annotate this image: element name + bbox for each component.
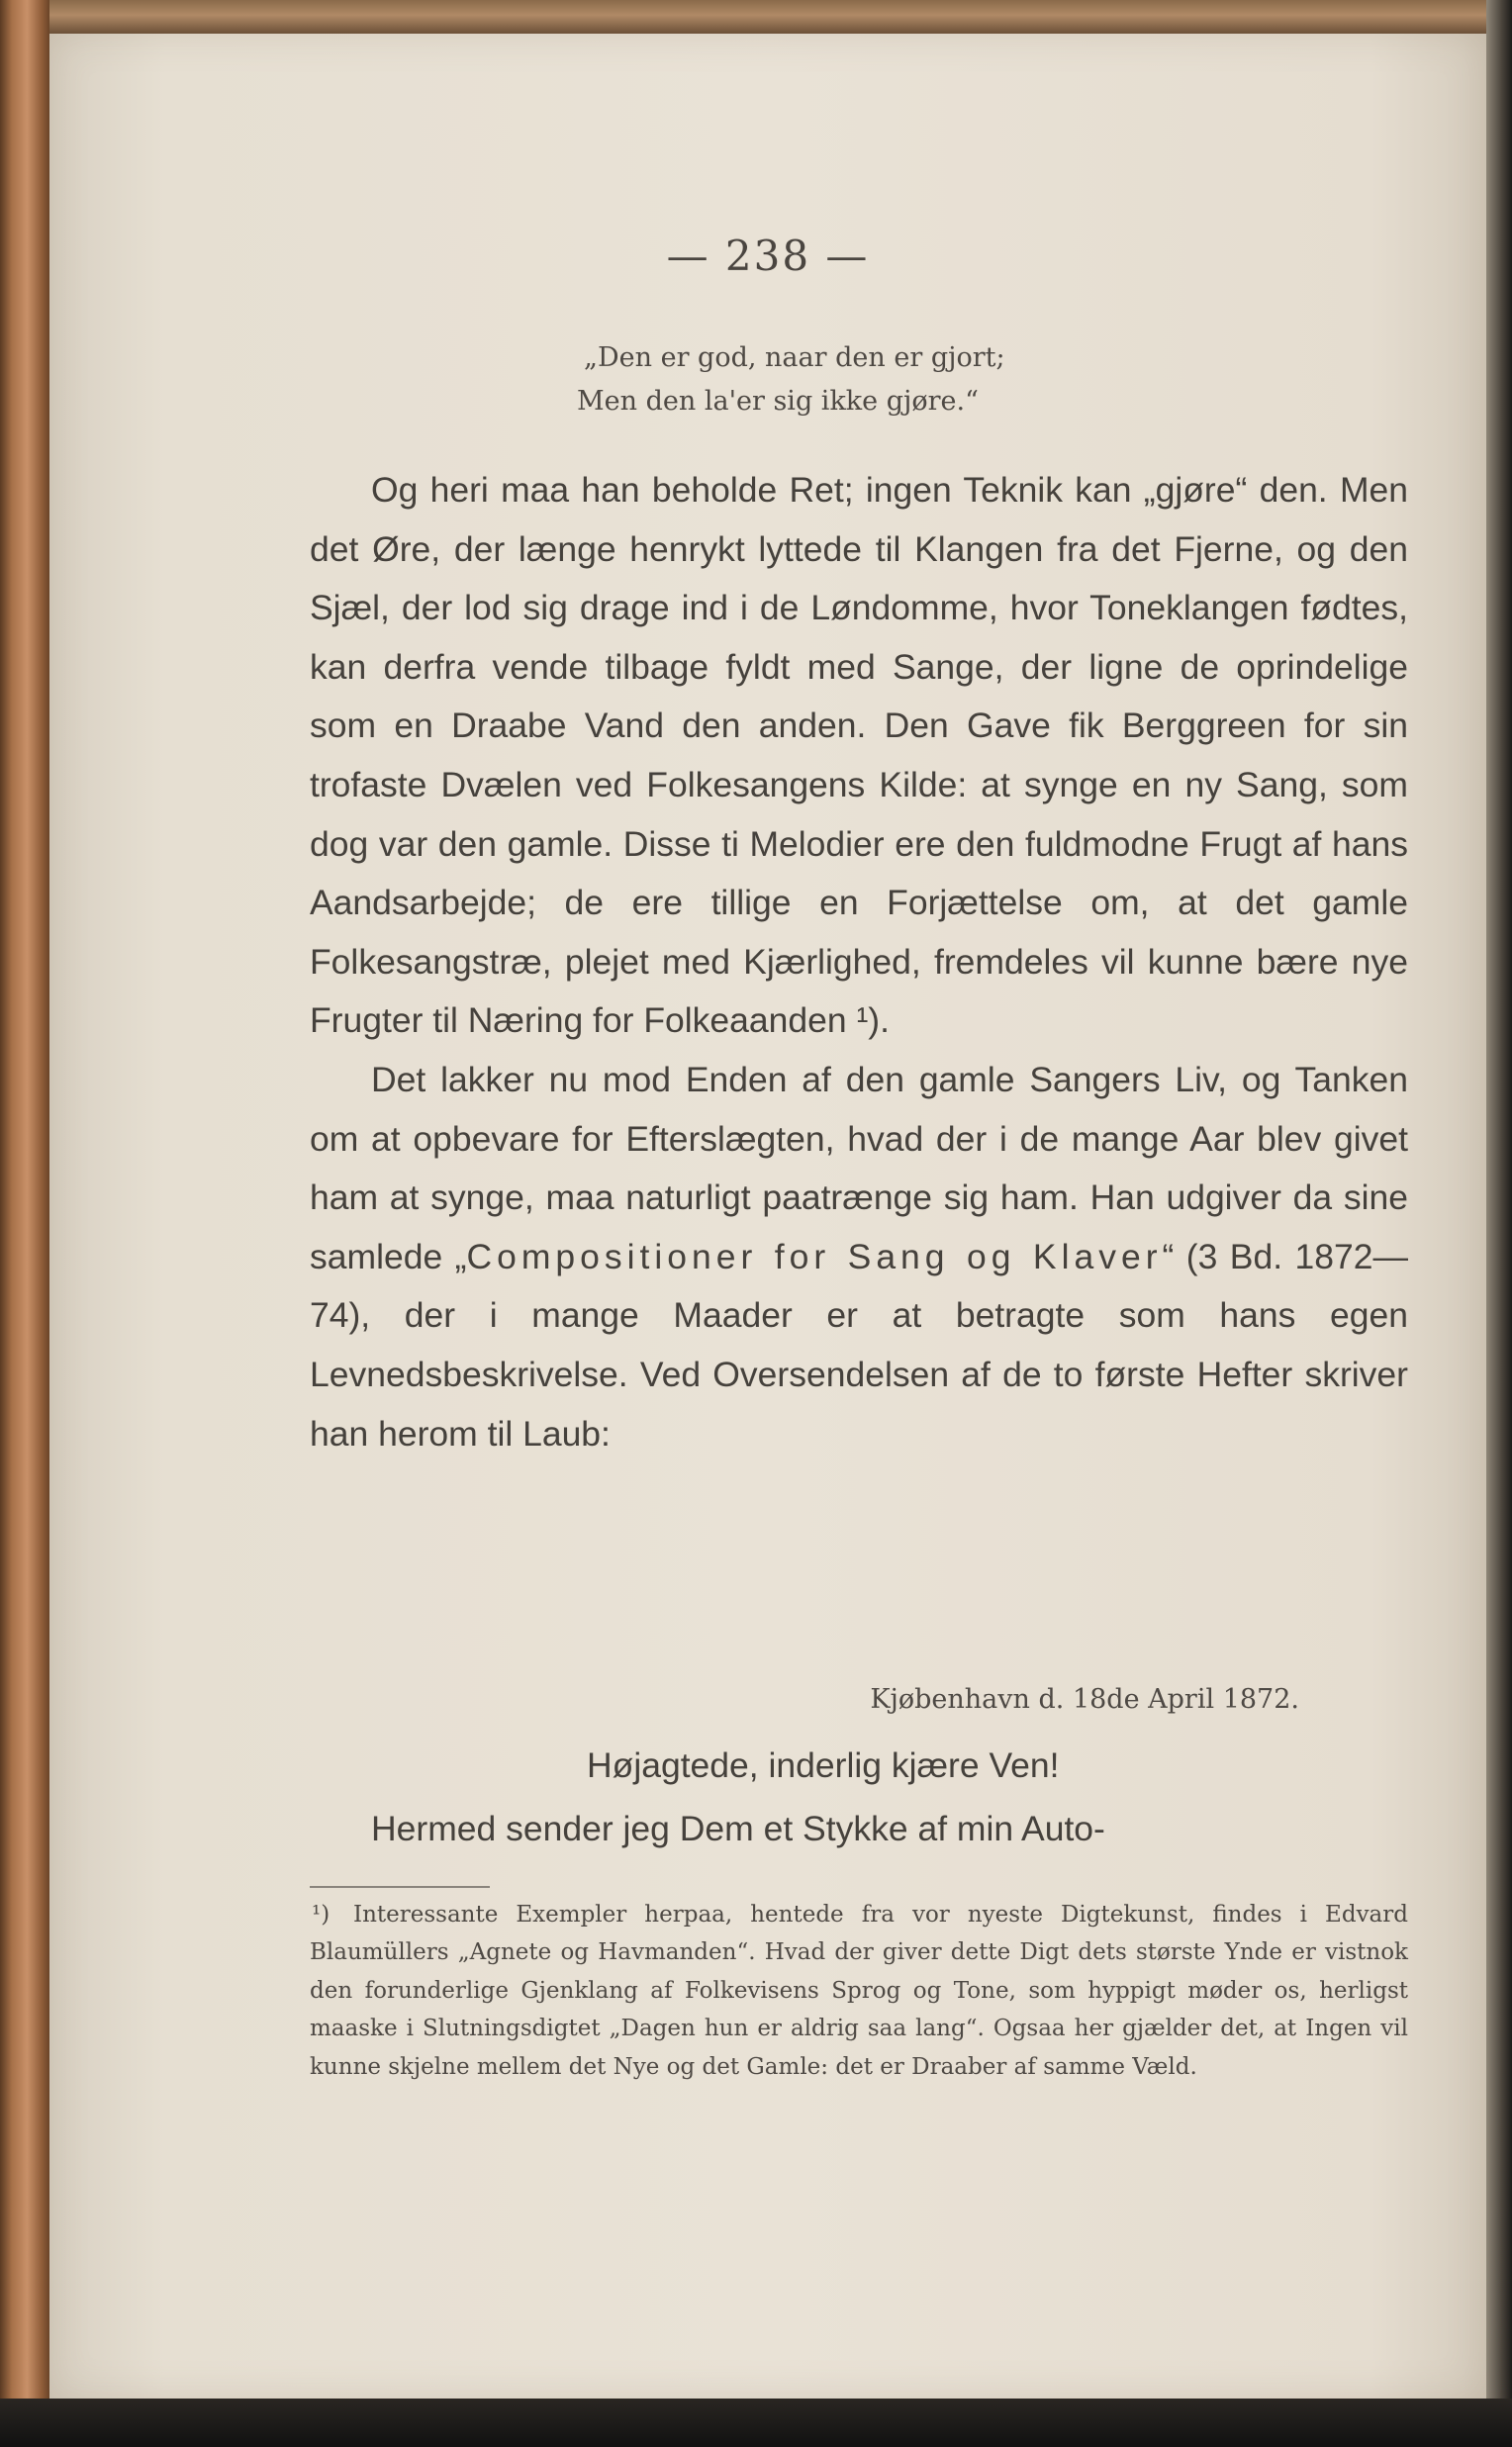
- book-top-edge: [0, 0, 1512, 34]
- book-spine-edge: [0, 0, 49, 2447]
- work-title-spaced: Compositioner for Sang og Klaver: [466, 1236, 1163, 1276]
- poem-line: Men den la'er sig ikke gjøre.“: [577, 386, 979, 417]
- footnote: [310, 1896, 1408, 2086]
- book-right-edge: [1486, 0, 1512, 2447]
- body-text: [310, 461, 1408, 1463]
- footnote-divider: [310, 1886, 490, 1888]
- letter-greeting: Højagtede, inderlig kjære Ven!: [587, 1745, 1060, 1785]
- poem-line: „Den er god, naar den er gjort;: [584, 342, 1005, 373]
- paragraph-1: Og heri maa han beholde Ret; ingen Teknik kan „gjøre“ den. Men det Øre, der længe henrykt lyttede til Klangen fra det Fjerne, og den Sjæl, der lod sig drage ind i de Løndomme, hvor Toneklangen fødtes, kan derfra vende tilbage fyldt med Sange, der ligne de oprindelige som en Draabe Vand den anden. Den Gave fik Berggreen for sin trofaste Dvælen ved Folkesangens Kilde: at synge en ny Sang, som dog var den gamle. Disse ti Melodier ere den fuldmodne Frugt af hans Aandsarbejde; de ere tillige en Forjættelse om, at det gamle Folkesangstræ, plejet med Kjærlighed, fremdeles vil kunne bære nye Frugter til Næring for Folkeaanden ¹).: [310, 470, 1408, 1041]
- book-bottom-edge: [0, 2399, 1512, 2447]
- page-paper: [49, 34, 1486, 2399]
- paragraph-2-start: Det lakker nu mod Enden af den gamle Sangers Liv, og Tanken om at opbevare for Efterslægten, hvad der i de mange Aar blev givet ham at synge, maa naturligt paatrænge sig ham. Han udgiver da sine samlede „: [310, 1059, 1408, 1276]
- page-number: — 238 —: [666, 232, 870, 280]
- poem-quote: [49, 336, 1486, 424]
- paragraph-2: [310, 1051, 1408, 1463]
- paragraph-2-end: “ (3 Bd. 1872—74), der i mange Maader er at betragte som hans egen Levnedsbeskrivelse. Ved Oversendelsen af de to første Hefter skriver han herom til Laub:: [310, 1236, 1409, 1454]
- letter-excerpt: [310, 1734, 1408, 1860]
- letter-dateline: Kjøbenhavn d. 18de April 1872.: [870, 1684, 1299, 1715]
- footnote-text: Interessante Exempler herpaa, hentede fra vor nyeste Digtekunst, findes i Edvard Blaumüllers „Agnete og Havmanden“. Hvad der giver dette Digt dets største Ynde er vistnok den forunderlige Gjenklang af Folkevisens Sprog og Tone, som hyppigt møder os, herligst maaske i Slutningsdigtet „Dagen hun er aldrig saa lang“. Ogsaa her gjælder det, at Ingen vil kunne skjelne mellem det Nye og det Gamle: det er Draaber af samme Væld.: [310, 1902, 1408, 2080]
- footnote-marker: ¹): [312, 1902, 331, 1928]
- letter-first-line: Hermed sender jeg Dem et Stykke af min Auto-: [371, 1809, 1105, 1848]
